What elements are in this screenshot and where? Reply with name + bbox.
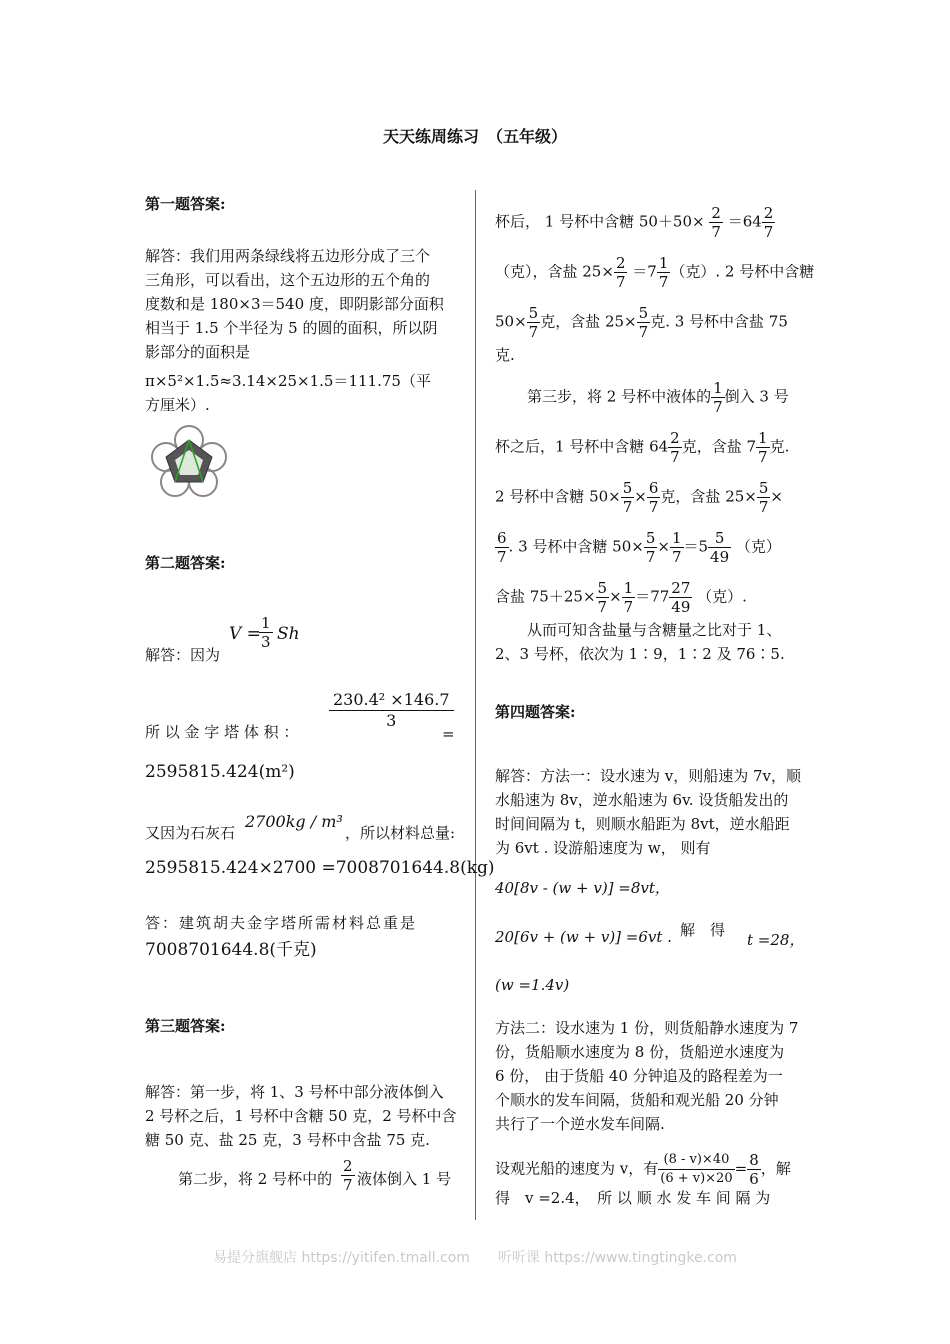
q4-m1-line: 为 6vt . 设游船速度为 w， 则有 xyxy=(495,839,711,857)
total-label: ，所以材料总量: xyxy=(345,824,456,842)
equation-2: 20[6v + (w + v)] =6vt . xyxy=(495,928,672,946)
formula-v: V = xyxy=(229,624,261,644)
fraction: $\frac{5}{7}$ xyxy=(597,579,608,616)
fraction: $\frac{2}{7}$ xyxy=(763,204,774,241)
fraction: $\frac{1}{7}$ xyxy=(658,254,669,291)
r-line-8: $\frac{6}{7}$ . 3 号杯中含糖 50× $\frac{5}{7}$ × $\frac{1}{7}$ ＝5 $\frac{5}{49}$ （克） xyxy=(497,529,781,566)
fraction: $\frac{2}{7}$ xyxy=(343,1157,353,1194)
stone-density: 2700kg / m³ xyxy=(245,812,343,831)
q3-line: 糖 50 克、盐 25 克，3 号杯中含盐 75 克. xyxy=(145,1131,430,1149)
q1-line: 三角形，可以看出，这个五边形的五个角的 xyxy=(145,271,431,289)
q1-line: 度数和是 180×3＝540 度，即阴影部分面积 xyxy=(145,295,444,313)
q2-answer: 答：建筑胡夫金字塔所需材料总重是 xyxy=(145,914,418,932)
q3-line: 解答：第一步，将 1、3 号杯中部分液体倒入 xyxy=(145,1083,444,1101)
volume-fraction: $\frac{\text{230.4² ×146.7}}{3}$ xyxy=(329,690,454,731)
r-line-1: 杯后， 1 号杯中含糖 50＋50× $\frac{2}{7}$ ＝64 $\frac{2}{7}$ xyxy=(495,204,774,241)
fraction: $\frac{8}{6}$ xyxy=(749,1151,759,1188)
fraction: $\frac{2}{7}$ xyxy=(670,429,680,466)
fraction: $\frac{27}{49}$ xyxy=(671,579,691,616)
fraction: $\frac{5}{7}$ xyxy=(758,479,769,516)
stone-text: 又因为石灰石 xyxy=(145,824,236,842)
q3-line: 2 号杯之后，1 号杯中含糖 50 克，2 号杯中含 xyxy=(145,1107,457,1125)
equals-sign: = xyxy=(442,725,455,743)
page-title: 天天练周练习 （五年级） xyxy=(382,127,567,146)
fraction: $\frac{5}{7}$ xyxy=(638,304,649,341)
q3-step2: 第二步，将 2 号杯中的 xyxy=(178,1170,333,1188)
fraction: $\frac{5}{7}$ xyxy=(622,479,633,516)
fraction: $\frac{5}{7}$ xyxy=(528,304,539,341)
q4-m2-line: 共行了一个逆水发车间隔. xyxy=(495,1115,665,1133)
q4-m2-line: 个顺水的发车间隔，货船和观光船 20 分钟 xyxy=(495,1091,779,1109)
solve-label: 解 得 xyxy=(680,921,726,939)
q4-m1-line: 解答：方法一：设水速为 v，则船速为 7v，顺 xyxy=(495,767,802,785)
q2-answer-value: 7008701644.8(千克) xyxy=(145,940,317,960)
q1-heading: 第一题答案: xyxy=(145,195,226,213)
r-line-11: 2、3 号杯，依次为 1∶9，1∶2 及 76∶5. xyxy=(495,645,785,663)
fraction: $\frac{5}{7}$ xyxy=(645,529,656,566)
q3-heading: 第三题答案: xyxy=(145,1017,226,1035)
q4-m2-line: 份，货船顺水速度为 8 份，货船逆水速度为 xyxy=(495,1043,785,1061)
q2-intro: 解答：因为 xyxy=(145,646,221,664)
q1-line: 方厘米）. xyxy=(145,396,210,414)
r-line-5: 第三步，将 2 号杯中液体的 $\frac{1}{7}$ 倒入 3 号 xyxy=(527,379,789,416)
volume-result: 2595815.424(m²) xyxy=(145,762,295,782)
r-line-6: 杯之后，1 号杯中含糖 64 $\frac{2}{7}$ 克，含盐 7 $\frac{1}{7}$ 克. xyxy=(495,429,790,466)
q4-m1-line: 水船速为 8v，逆水船速为 6v. 设货船发出的 xyxy=(495,791,789,809)
q1-line: π×5²×1.5≈3.14×25×1.5＝111.75（平 xyxy=(145,372,431,390)
pentagon-circles-figure xyxy=(148,424,230,498)
q4-m2-line: 方法二：设水速为 1 份，则货船静水速度为 7 xyxy=(495,1019,799,1037)
q4-m1-line: 时间间隔为 t，则顺水船距为 8vt，逆水船距 xyxy=(495,815,790,833)
q1-line: 解答：我们用两条绿线将五边形分成了三个 xyxy=(145,247,431,265)
r-line-3: 50× $\frac{5}{7}$ 克，含盐 25× $\frac{5}{7}$ 克. 3 号杯中含盐 75 xyxy=(495,304,788,341)
fraction: $\frac{1}{7}$ xyxy=(713,379,723,416)
volume-label: 所 以 金 字 塔 体 积 ： xyxy=(145,723,299,741)
r-line-4: 克. xyxy=(495,346,515,364)
fraction: $\frac{5}{49}$ xyxy=(710,529,730,566)
column-divider xyxy=(475,190,476,1220)
q4-m2-line: 6 份， 由于货船 40 分钟追及的路程差为一 xyxy=(495,1067,783,1085)
w-value: (w =1.4v) xyxy=(495,976,570,994)
q1-line: 影部分的面积是 xyxy=(145,343,251,361)
r-line-10: 从而可知含盐量与含糖量之比对于 1、 xyxy=(527,621,782,639)
q1-line: 相当于 1.5 个半径为 5 的圆的面积，所以阴 xyxy=(145,319,438,337)
fraction: $\frac{1}{7}$ xyxy=(671,529,682,566)
fraction: $\frac{2}{7}$ xyxy=(615,254,626,291)
fraction: $\frac{6}{7}$ xyxy=(648,479,659,516)
q3-step2-end: 液体倒入 1 号 xyxy=(357,1170,452,1188)
footer-watermark: 易提分旗舰店 https://yitifen.tmall.com 听听课 https://www.tingtingke.com xyxy=(213,1250,737,1266)
fraction: $\frac{1}{7}$ xyxy=(623,579,634,616)
formula-sh: Sh xyxy=(277,624,300,644)
material-total: 2595815.424×2700 =7008701644.8(kg) xyxy=(145,858,495,878)
fraction: $\frac{2}{7}$ xyxy=(711,204,721,241)
r-line-9: 含盐 75＋25× $\frac{5}{7}$ × $\frac{1}{7}$ ＝77 $\frac{27}{49}$ （克）. xyxy=(495,579,747,616)
q4-last-line: 设观光船的速度为 v，有 $\frac{(8 - v)\times 40}{(6 + v)\times 20}$ = $\frac{8}{6}$ ，解 xyxy=(495,1151,791,1188)
q2-heading: 第二题答案: xyxy=(145,554,226,572)
q4-heading: 第四题答案: xyxy=(495,703,576,721)
r-line-2: （克），含盐 25× $\frac{2}{7}$ ＝7 $\frac{1}{7}$ （克）. 2 号杯中含糖 xyxy=(495,254,815,291)
q4-final-line: 得 v =2.4， 所 以 顺 水 发 车 间 隔 为 xyxy=(495,1189,771,1207)
equation-1: 40[8v - (w + v)] =8vt， xyxy=(495,879,670,897)
fraction-one-third: $\frac{1}{3}$ xyxy=(261,614,271,651)
fraction: $\frac{1}{7}$ xyxy=(758,429,768,466)
fraction: $\frac{(8 - v)\times 40}{(6 + v)\times 20}$ xyxy=(660,1152,733,1186)
r-line-7: 2 号杯中含糖 50× $\frac{5}{7}$ × $\frac{6}{7}$ 克，含盐 25× $\frac{5}{7}$ × xyxy=(495,479,783,516)
fraction: $\frac{6}{7}$ xyxy=(497,529,507,566)
t-value: t =28， xyxy=(747,931,805,949)
